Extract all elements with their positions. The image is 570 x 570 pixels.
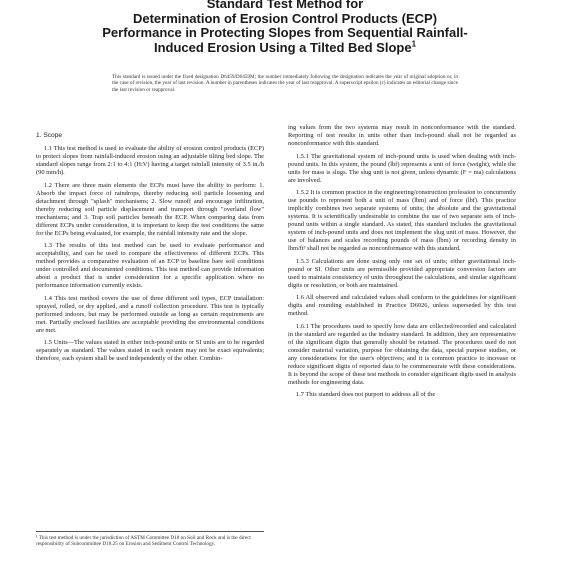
paragraph-1-7: 1.7 This standard does not purport to address all of the	[296, 391, 436, 398]
paragraph-1-2: 1.2 There are three main elements the ECPs must have the ability to perform: 1. Absorb the impact force of raindrops, thereby reducing soil particle loosening and detachment through "splash" mechanisms; 2. Slow runoff and encourage infiltration, thereby reducing soil particle displacement and transport through "overland flow" mechanisms; and 3. Trap soil particles beneath the ECP. When comparing data from different ECPs under consideration, it is important to keep the test conditions the same for the ECPs being evaluated, for example, the rainfall intensity rate and the slope.	[36, 181, 264, 237]
title-line-3: Performance in Protecting Slopes from Sequential Rainfall-	[102, 25, 468, 40]
paragraph-1-4: 1.4 This test method covers the use of three different soil types, ECP installation: sprayed, rolled, or dry applied, and a runoff collection procedure. This test is typically performed indoors, but may be performed outside as long as certain requirements are met. Partially enclosed facilities are acceptable providing the environmental conditions are met.	[36, 294, 264, 334]
paragraph-1-5-continued: ing values from the two systems may result in nonconformance with the standard. Reporting of test results in units other than inch-pound shall not be regarded as nonconformance with this standard.	[288, 124, 516, 147]
title-line-1: Standard Test Method for	[206, 0, 364, 11]
issuance-notice: This standard is issued under the fixed designation D6459/D6459M; the number immediately following the designation indicates the year of original adoption or, in the case of revision, the year of last revision. A number in parentheses indicates the year of last reapproval. A superscript epsilon (ε) indicates an editorial change since the last revision or reapproval.	[112, 74, 458, 93]
footnote-1: ¹ This test method is under the jurisdiction of ASTM Committee D18 on Soil and Rock and is the direct responsibility of Subcommittee D18.25 on Erosion and Sediment Control Technology.	[36, 535, 251, 548]
title-line-2: Determination of Erosion Control Products (ECP)	[132, 10, 438, 26]
title-footnote-mark: 1	[411, 39, 417, 49]
paragraph-1-6-1: 1.6.1 The procedures used to specify how data are collected/recorded and calculated in the standard are regarded as the industry standard. In addition, they are representative of the significant digits that generally should be retained. The procedures used do not consider material variation, purpose for obtaining the data, special purpose studies, or any considerations for the user's objectives; and it is common practice to increase or reduce significant digits of reported data to be commensurate with these considerations. It is beyond the scope of these test methods to consider significant digits used in analysis methods for engineering data.	[288, 322, 516, 386]
left-column	[36, 132, 264, 368]
paragraph-1-5-3: 1.5.3 Calculations are done using only one set of units; either gravitational inch-pound or SI. Other units are permissible provided appropriate conversion factors are used to maintain consistency of units throughout the calculations, and similar significant digits or resolution, or both are maintained.	[288, 257, 516, 289]
right-column	[288, 124, 516, 404]
footnotes	[36, 531, 264, 548]
paragraph-1-5-1: 1.5.1 The gravitational system of inch-pound units is used when dealing with inch-pound units. In this system, the pound (lbf) represents a unit of force (weight), while the units for mass is slugs. The slug unit is not given, unless dynamic (F = ma) calculations are involved.	[288, 152, 516, 184]
paragraph-1-6: 1.6 All observed and calculated values shall conform to the guidelines for significant digits and rounding established in Practice D6026, unless superseded by this test method.	[288, 294, 516, 317]
paragraph-1-1: 1.1 This test method is used to evaluate the ability of erosion control products (ECP) to protect slopes from rainfall-induced erosion using an adjustable tilting bed slope. The standard slopes range from 2:1 to 4:1 (H:V) having a target rainfall intensity of 3.5 in./h (90 mm/h).	[36, 145, 264, 176]
paragraph-1-3: 1.3 The results of this test method can be used to evaluate performance and acceptability, and can be used to compare the effectiveness of different ECPs. This method provides a comparative evaluation of an ECP to baseline bare soil conditions under controlled and documented conditions. This test method can provide information about a product that is under consideration for a specific application where no performance information currently exists.	[36, 242, 264, 289]
paragraph-1-5-2: 1.5.2 It is common practice in the engineering/construction profession to concurrently use pounds to represent both a unit of mass (lbm) and of force (lbf). This practice implicitly combines two separate systems of units; the absolute and the gravitational systems. It is scientifically undesirable to combine the use of two separate sets of inch-pound units within a single standard. As stated, this standard includes the gravitational system of inch-pound units and does not implement the slug unit of mass. However, the use of balances and scales recording pounds of mass (lbm) or recording density in lbm/ft³ shall not be regarded as nonconformance with this standard.	[288, 189, 516, 252]
paragraph-1-5: 1.5 Units—The values stated in either inch-pound units or SI units are to be regarded separately as standard. The values stated in each system may not be exact equivalents; therefore, each system shall be used independently of the other. Combin-	[36, 339, 264, 362]
title-line-4-text: Induced Erosion Using a Tilted Bed Slope	[153, 39, 412, 55]
section-heading-scope: 1. Scope	[36, 132, 63, 139]
document-title	[0, 0, 570, 55]
title-line-4	[0, 41, 570, 56]
